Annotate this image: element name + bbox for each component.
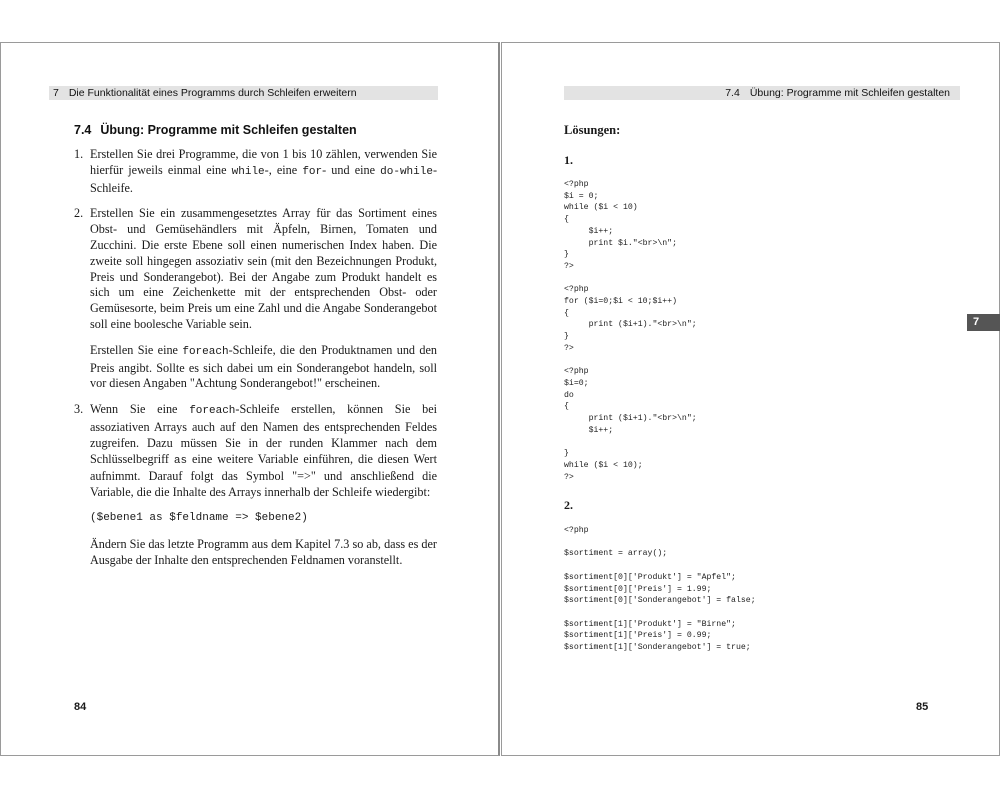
code-block: <?php $sortiment = array(); $sortiment[0]['Produkt'] = "Apfel"; $sortiment[0]['Preis'] = 1.99; $sortiment[0]['Sonderangebot'] = false; $sortiment[1]['Produkt'] = "Birne"; $sortiment[1]['Preis'] = 0.99; $sortiment[1]['Sonderangebot'] = true; [564, 526, 756, 653]
exercise-item [74, 147, 437, 196]
exercise-text: Erstellen Sie drei Programme, die von 1 bis 10 zählen, verwenden Sie hierfür jeweils einmal eine while-, eine for- und eine do-while-Schleife. [90, 147, 438, 195]
section-title-text: Übung: Programme mit Schleifen gestalten [749, 87, 950, 99]
page-number: 84 [74, 701, 87, 713]
code-snippet: ($ebene1 as $feldname => $ebene2) [90, 511, 308, 524]
chapter-tab: 7 [967, 314, 1000, 331]
exercise-text: Erstellen Sie eine foreach-Schleife, die den Produktnamen und den Preis angibt. Sollte es sich dabei um ein Sonderangebot handeln, soll vor diesen Angaben "Achtung Sonderangebot!" erscheinen. [90, 342, 437, 391]
item-number: 2. [74, 206, 84, 221]
exercise-text: Erstellen Sie ein zusammengesetztes Array für das Sortiment eines Obst- und Gemüsehändlers mit Äpfeln, Birnen, Tomaten und Zucchini. Die erste Ebene soll einen numerischen Index haben. Die zweite soll hingegen assoziativ sein (mit den Bezeichnungen Produkt, Preis und Sonderangebot). Bei der Angabe zum Produkt handelt es sich um eine Zeichenkette mit der entsprechenden Obst- oder Gemüsesorte, beim Preis um eine Zahl und die Angabe Sonderangebot soll eine boolesche Variable sein. [90, 206, 437, 331]
right-page [501, 42, 1000, 756]
solutions-title: Lösungen: [564, 123, 621, 137]
solution-label: 1. [564, 153, 573, 167]
item-number: 1. [74, 147, 84, 161]
section-title [74, 123, 357, 137]
item-number: 3. [74, 402, 84, 417]
exercise-list [74, 147, 437, 578]
exercise-item [74, 402, 437, 568]
exercise-text: Ändern Sie das letzte Programm aus dem Kapitel 7.3 so ab, dass es der Ausgabe der Inhalte den entsprechenden Feldnamen voranstellt. [90, 536, 437, 567]
section-title-text: Übung: Programme mit Schleifen gestalten [100, 123, 357, 137]
running-header [564, 86, 960, 100]
exercise-text: Wenn Sie eine foreach-Schleife erstellen, können Sie bei assoziativen Arrays auch auf den Namen des entsprechenden Feldes zugreifen. Dazu müssen Sie in der runden Klammer nach dem Schlüsselbegriff as eine weitere Variable einführen, die diesen Wert aufnimmt. Darauf folgt das Symbol "=>" und anschließend die Variable, die die Inhalte des Arrays innerhalb der Schleife wiedergibt: [90, 402, 438, 500]
left-page [0, 42, 500, 756]
chapter-number: 7 [53, 87, 59, 99]
chapter-title: Die Funktionalität eines Programms durch Schleifen erweitern [68, 87, 357, 99]
code-block: <?php $i = 0; while ($i < 10) { $i++; print $i."<br>\n"; } ?> <?php for ($i=0;$i < 10;$i++) { print ($i+1)."<br>\n"; } ?> <?php $i=0; do { print ($i+1)."<br>\n"; $i++; } while ($i < 10); ?> [564, 180, 697, 482]
page-number: 85 [916, 701, 929, 713]
exercise-item [74, 206, 437, 392]
running-header [49, 86, 438, 100]
section-number: 7.4 [725, 87, 740, 99]
section-number: 7.4 [74, 123, 92, 137]
solution-label: 2. [564, 498, 573, 512]
